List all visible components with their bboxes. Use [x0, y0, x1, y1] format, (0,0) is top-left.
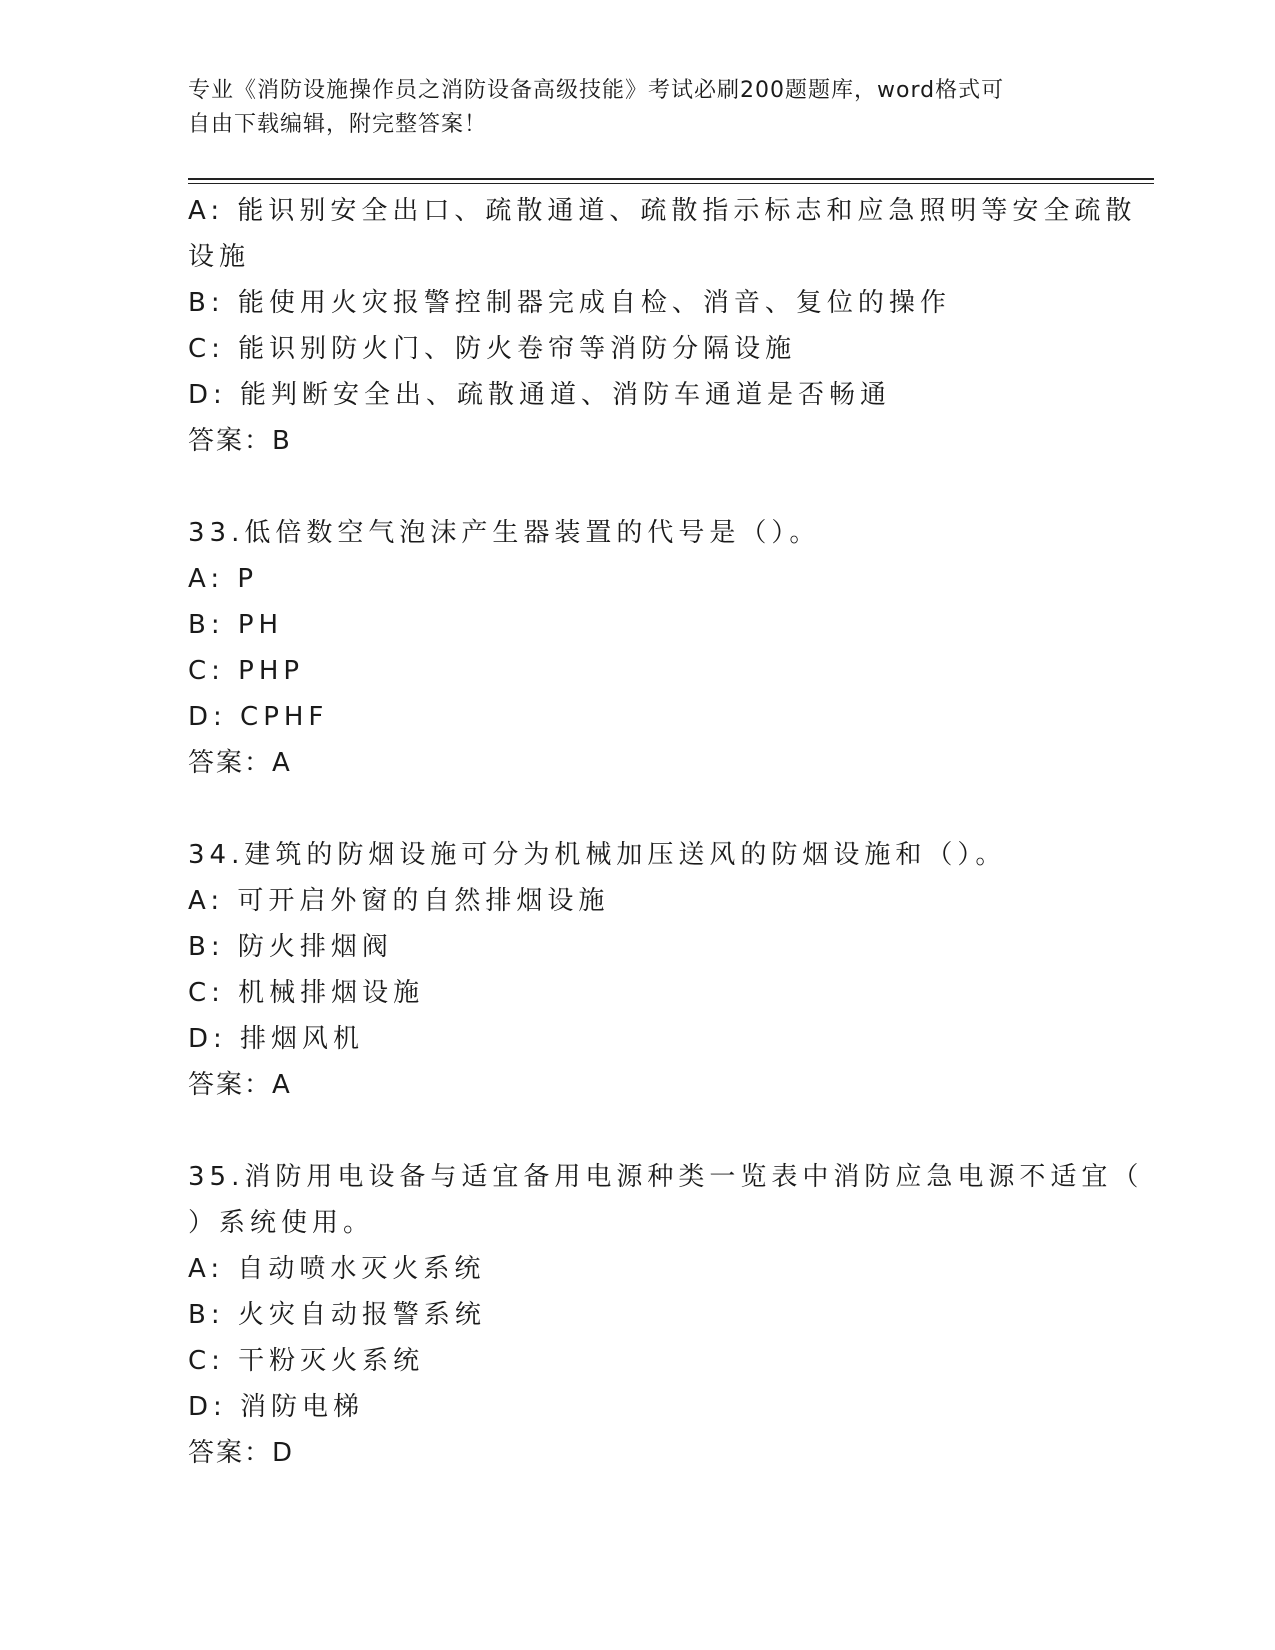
answer-label: 答案：D: [188, 1438, 295, 1468]
option-b: B: 火灾自动报警系统: [188, 1300, 486, 1330]
option-a: A: 能识别安全出口、疏散通道、疏散指示标志和应急照明等安全疏散: [188, 196, 1137, 226]
question-block-35: [188, 1154, 1144, 1476]
spacer: [188, 1108, 1088, 1154]
header-divider: [188, 178, 1154, 180]
option-a-continued: 设施: [188, 242, 251, 272]
option-d: D: 能判断安全出、疏散通道、消防车通道是否畅通: [188, 380, 892, 410]
question-stem-continued: ）系统使用。: [188, 1208, 375, 1238]
option-c: C: 能识别防火门、防火卷帘等消防分隔设施: [188, 334, 797, 364]
question-block-34: [188, 832, 1088, 1108]
answer-label: 答案：A: [188, 1070, 292, 1100]
option-c: C: PHP: [188, 656, 305, 686]
spacer: [188, 464, 1088, 510]
option-a: A: 自动喷水灭火系统: [188, 1254, 486, 1284]
question-stem: 35.消防用电设备与适宜备用电源种类一览表中消防应急电源不适宜（: [188, 1162, 1144, 1192]
question-stem: 34.建筑的防烟设施可分为机械加压送风的防烟设施和（）。: [188, 840, 1007, 870]
option-b: B: 能使用火灾报警控制器完成自检、消音、复位的操作: [188, 288, 951, 318]
option-d: D: 排烟风机: [188, 1024, 365, 1054]
header-line-1: 专业《消防设施操作员之消防设备高级技能》考试必刷200题题库，word格式可: [188, 78, 1005, 103]
header-line-2: 自由下载编辑，附完整答案！: [188, 112, 488, 137]
question-block-33: [188, 510, 1088, 786]
option-c: C: 机械排烟设施: [188, 978, 425, 1008]
question-block-32: [188, 188, 1137, 464]
option-d: D: 消防电梯: [188, 1392, 365, 1422]
option-b: B: PH: [188, 610, 284, 640]
option-a: A: P: [188, 564, 259, 594]
option-c: C: 干粉灭火系统: [188, 1346, 425, 1376]
question-stem: 33.低倍数空气泡沫产生器装置的代号是（）。: [188, 518, 821, 548]
option-b: B: 防火排烟阀: [188, 932, 393, 962]
document-header: [188, 74, 1088, 142]
question-list: [188, 188, 1144, 1476]
answer-label: 答案：A: [188, 748, 292, 778]
answer-label: 答案：B: [188, 426, 292, 456]
option-a: A: 可开启外窗的自然排烟设施: [188, 886, 610, 916]
option-d: D: CPHF: [188, 702, 329, 732]
spacer: [188, 786, 1088, 832]
header-divider-thin: [188, 183, 1154, 184]
